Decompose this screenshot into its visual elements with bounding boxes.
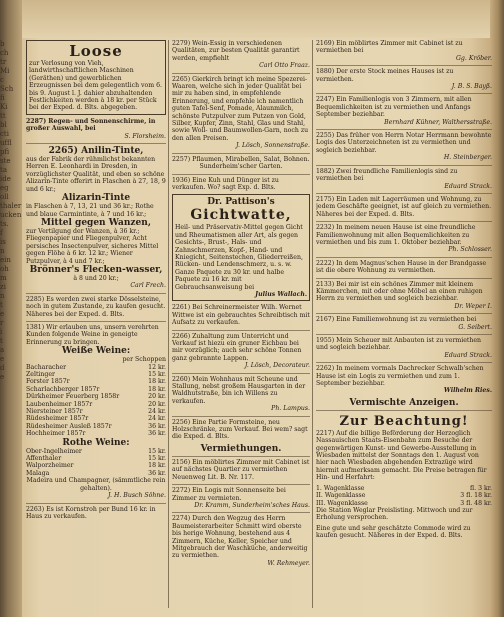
ad-2260-signature: Ph. Lampus. <box>271 405 310 413</box>
left-page-fragment-line: zi <box>0 283 6 291</box>
left-page-fragment-line: ucken <box>0 211 22 219</box>
white-wine-name: Forster 1857r <box>26 378 70 386</box>
white-wine-row <box>26 408 166 415</box>
white-wines-header: per Schoppen <box>122 356 166 364</box>
red-wine-row <box>26 462 166 469</box>
ad-2266-text: 2266) Zuhaltung zum Unterricht und Verkauf ist hiezu ein gruner Eichbau bei mir vorzüglich; auch sehr schöne Tonnen ganz gebrannte Lappen. <box>172 332 302 362</box>
ad-2255 <box>316 132 492 162</box>
ad-2287-text: 2287) Regen- und Sonnenschirme, in großer Auswahl, bei <box>26 117 156 133</box>
page-right-edge <box>490 0 504 617</box>
left-page-fragment-line: d <box>0 364 5 372</box>
ad-2265b <box>172 76 310 150</box>
broenner-text: à 8 und 20 kr.; <box>73 274 119 282</box>
white-wine-price: 12 kr. <box>148 363 166 371</box>
fare-row <box>316 500 492 507</box>
divider <box>316 165 492 166</box>
ad-2272-text: 2272) Ein Logis mit Sonnenseite bei Zimmer zu vermieten. <box>172 487 286 502</box>
red-wine-price: 15 kr. <box>148 455 166 463</box>
loose-text: zur Verlosung von Vieh, landwirthschaftlichen Maschinen (Geräthen) und gewerblichen Erzeugnissen bei dem gelegentlich vom 6. bis 9. August l. J. dahier abzuhaltenden Festlichkeiten werden à 18 kr. per Stück bei der Exped. d. Blts. abgegeben. <box>29 60 162 112</box>
divider <box>172 153 310 154</box>
ad-1880 <box>316 68 492 90</box>
beachtung-title: Zur Beachtung! <box>339 413 469 429</box>
broenner-title: Brönner's Flecken-wasser, <box>29 264 163 275</box>
ad-2167-text: 2167) Eine Familienwohnung ist zu vermiethen bei <box>316 316 477 324</box>
left-page-fragment-line: uffl <box>0 139 12 147</box>
left-page-fragment-line: Ki <box>0 103 8 111</box>
ad-2169 <box>316 40 492 62</box>
divider <box>316 362 492 363</box>
wine-ad <box>26 324 166 500</box>
ad-2274 <box>172 515 310 567</box>
page-top-edge <box>22 0 490 38</box>
white-wine-price: 20 kr. <box>148 393 166 401</box>
white-wine-price: 24 kr. <box>148 408 166 416</box>
ad-2156: 2156) Ein möblirtes Zimmer mit Cabinet ist auf nächstes Quartier zu vermiethen Neuenweg Lit. B. Nr. 117. <box>172 458 310 481</box>
ad-2265b-text: 2265) Gierkirch bringt ich meine Spezerei-Waaren, welche sich in jeder Qualität bei mir zu haben sind, in empfehlende Erinnerung, und empfehle ich namentlich guten Tafel-Senf, Pomade, Alaunmilch, schönste Putzpulver zum Putzen von Gold, Silber, Kupfer, Zinn, Stahl, Glas und Stahl, sowie Woll- und Baumwollen-Garn, noch zu den allen Preisen. <box>172 75 309 142</box>
ad-2167 <box>316 316 492 331</box>
white-wine-row <box>26 364 166 371</box>
white-wine-row <box>26 430 166 437</box>
white-wine-price: 18 kr. <box>148 385 166 393</box>
alizarin-text: in Flaschen à 7, 13, 21 und 36 kr.; Rothe und blaue Carmintinte, à 7 und 16 kr.; <box>26 203 154 218</box>
divider <box>316 193 492 194</box>
ad-1936: 1936) Eine Kuh und Dünger ist zu verkaufen. Wo? sagt Exp. d. Blts. <box>172 176 279 191</box>
pattison-name: Dr. Pattison's <box>207 197 275 208</box>
divider <box>316 278 492 279</box>
fare-list <box>316 485 492 507</box>
red-wine-price: 15 kr. <box>148 447 166 455</box>
wanzen-text: zur Vertilgung der Wanzen, à 36 kr.; Fliegenpapier und Fliegenpulver, Acht persisches Insectenpulver, sicheres Mittel gegen Flöhe à 6 kr. 12 kr.; Wiener Putzpulver, à 4 und 7 kr.; <box>26 227 159 265</box>
white-wine-name: Scharlachberger 1857r <box>26 385 100 393</box>
ad-2279-signature: Carl Otto Fraaz. <box>259 62 310 70</box>
ad-2285: 2285) Es werden zwei starke Dösselsteine, noch in gutem Zustande, zu kaufen gesucht. Näheres bei der Exped. d. Blts. <box>26 295 166 318</box>
column-rule-1 <box>168 40 169 608</box>
left-page-fragment-line: ch <box>0 49 9 57</box>
red-wine-name: Affenthaler <box>26 455 62 463</box>
white-wine-row <box>26 393 166 400</box>
ad-2279-text: 2279) Wein-Essig in verschiedenen Qualitäten, zur besten Qualität garantirt werden, empfiehlt <box>172 40 300 62</box>
white-wine-name: Niersteiner 1857r <box>26 408 83 416</box>
red-wine-price: 18 kr. <box>148 462 166 470</box>
white-wine-price: 15 kr. <box>148 371 166 378</box>
ad-2167-signature: G. Seibert. <box>458 323 492 331</box>
ad-2217-end: Die Station Weglar Preislisting. Mittwoch und zur Erholung versprochen. <box>316 506 473 522</box>
ad-2232 <box>316 224 492 254</box>
divider <box>316 410 492 411</box>
divider <box>172 416 310 417</box>
alizarin-title: Alizarin-Tinte <box>61 193 131 204</box>
ad-2232-text: 2232) In meinem neuen Hause ist eine freundliche Familienwohnung mit allen Bequemlichkeiten zu vermiethen und bis zum 1. Oktober beziehbar. <box>316 224 476 246</box>
ad-2274-signature: W. Rehmeyer. <box>267 559 310 567</box>
ad-1955 <box>316 337 492 359</box>
left-page-fragment <box>0 40 24 608</box>
ad-1882-text: 1882) Zwei freundliche Familienlogis sind zu vermiethen bei <box>316 167 458 183</box>
divider <box>26 503 166 504</box>
ad-2217-text: 2217) Auf die billige Beförderung der Herzoglich Nassauischen Staats-Eisenbahn zum Besuche der gegenwärtigen Kunst- und Gewerbe-Ausstellung in Wiesbaden mittelst der Sonntags den 1. August von hier nach Wiesbaden abgehenden Extrazüge wird hiermit aufmerksam gemacht. Die Preise betragen für Hin- und Herfahrt: <box>316 429 487 482</box>
left-page-fragment-line: m <box>0 274 7 282</box>
divider <box>26 321 166 322</box>
loose-ad <box>26 40 166 115</box>
ad-2265b-signature: J. Lösch, Sonnenstraße. <box>236 142 310 150</box>
ad-2247-signature: Bernhard Kühner, Walthersstraße. <box>384 118 492 126</box>
left-page-fragment-line: f <box>0 229 3 237</box>
divider <box>172 456 310 457</box>
broenner-signature: Carl Frech. <box>130 282 166 290</box>
divider <box>316 257 492 258</box>
column-1 <box>26 40 166 608</box>
divider <box>316 334 492 335</box>
red-wine-row <box>26 455 166 462</box>
left-page-fragment-line: e <box>0 310 5 318</box>
divider <box>316 93 492 94</box>
left-page-fragment-line: thaler <box>0 202 22 210</box>
ad-2261: 2261) Bei Schreinermeister Wilh. Wernet Wittwe ist ein gebrauchtes Schreibtisch mit Aufsatz zu verkaufen. <box>172 304 310 327</box>
ad-2266 <box>172 333 310 370</box>
ad-2262-text: 2262) In meinem vormals Dachrecker Schwalb'schen Hause ist ein Logis zu vermiethen und zum 1. September beziehbar. <box>316 365 484 388</box>
red-wine-name: Walporzheimer <box>26 462 74 470</box>
left-page-fragment-line: ste <box>0 157 11 165</box>
ad-2265-text: aus der Fabrik der rühmlichst bekannten Herren E. Leonhardi in Dresden, in vorzüglichster Qualität, und eben so schöne Alizarin-Tinte offerirt in Flaschen à 27, 18, 9 und 6 kr.; <box>26 156 166 193</box>
white-wine-name: Laubenheimer 1857r <box>26 400 93 408</box>
pattison-price: Ganze Paquete zu 30 kr. und halbe Paquete zu 16 kr. mit Gebrauchsanweisung bei <box>175 268 284 291</box>
white-wine-name: Hochheimer 1857r <box>26 430 86 438</box>
left-page-fragment-line: e <box>0 373 5 381</box>
white-wine-price: 24 kr. <box>148 415 166 423</box>
pattison-ad <box>172 194 310 301</box>
ad-1880-text: 1880) Der erste Stock meines Hauses ist zu vermiethen. <box>316 68 454 83</box>
ad-2272 <box>172 487 310 509</box>
ad-2247 <box>316 96 492 126</box>
ad-2279 <box>172 40 310 70</box>
ad-2265 <box>26 146 166 290</box>
fare-row <box>316 485 492 492</box>
ad-1381-text: 1381) Wir erlauben uns, unsern verehrten Kunden folgende Weine in geneigte Erinnerung zu bringen. <box>26 323 159 346</box>
ad-1955-signature: Eduard Strack. <box>444 351 492 359</box>
ad-2133-text: 2133) Bei mir ist ein schönes Zimmer mit kleinem Kämmerchen, mit oder ohne Möbel an einen ruhigen Herrn zu vermiethen und sogleich beziehbar. <box>316 280 483 303</box>
ad-1955-text: 1955) Mein Scheuer mit Anbauten ist zu vermiethen und sogleich beziehbar. <box>316 337 482 352</box>
left-page-fragment-line: Mi <box>0 67 10 75</box>
fare-price: fl. 3 kr. <box>470 484 492 492</box>
pattison-signature: Julius Wallach. <box>255 290 307 298</box>
red-wine-name: Ober-Ingelheimer <box>26 447 82 455</box>
column-2 <box>172 40 310 608</box>
white-wine-row <box>26 386 166 393</box>
left-page-fragment-line: is <box>0 238 6 246</box>
ad-2262 <box>316 365 492 395</box>
left-page-fragment-line: e <box>0 355 5 363</box>
divider <box>172 512 310 513</box>
divider <box>316 313 492 314</box>
ad-2260-text: 2260) Mein Wohnhaus mit Scheune und Stallung, nebst großem Hausgarten in der Waldhutstraße, bin ich Willens zu verkaufen. <box>172 375 306 405</box>
left-page-fragment-line: tt <box>0 112 6 120</box>
left-page-fragment-line: t <box>0 337 3 345</box>
vermiethungen-heading: Vermiethungen. <box>200 443 282 454</box>
column-rule-2 <box>312 40 313 608</box>
left-page-fragment-line: ein <box>0 256 11 264</box>
left-page-fragment-line: ta <box>0 166 7 174</box>
left-page-fragment-line: n <box>0 247 5 255</box>
white-wine-price: 36 kr. <box>148 422 166 430</box>
divider <box>26 293 166 294</box>
red-wine-list <box>26 448 166 478</box>
ad-2260 <box>172 376 310 413</box>
ad-2257 <box>172 156 310 171</box>
white-wine-list <box>26 364 166 438</box>
white-wine-row <box>26 423 166 430</box>
white-wine-price: 20 kr. <box>148 400 166 408</box>
divider <box>172 330 310 331</box>
pattison-text: Heil- und Präservativ-Mittel gegen Gicht und Rheumatismen aller Art, als gegen Gesichts-, Brust-, Hals- und Zahnschmerzen, Kopf-, Hand- und Kniegicht, Seitenstechen, Gliederreißen, Rücken- und Lendenschmerz, u. s. w. <box>175 224 303 269</box>
fare-name: II. Wagenklasse <box>316 492 366 500</box>
left-page-fragment-line: n <box>0 292 5 300</box>
divider <box>172 73 310 74</box>
ad-2262-signature: Wilhelm Ries. <box>443 387 492 395</box>
madeira-text: Madeira und Champagner, (sämmtliche rein gehalten). <box>26 477 166 492</box>
ad-2287 <box>26 118 166 140</box>
white-wine-name: Bacharacher <box>26 363 67 371</box>
left-page-fragment-line: pfi <box>0 148 10 156</box>
white-wine-row <box>26 415 166 422</box>
left-page-fragment-line: oll <box>0 193 9 201</box>
divider <box>316 129 492 130</box>
ad-2175: 2175) Ein Laden mit Lagerräumen und Wohnung, zu jedem Geschäfte geeignet, ist auf gleich zu vermiethen. Näheres bei der Exped. d. Blts. <box>316 195 492 218</box>
divider <box>172 373 310 374</box>
left-page-fragment-line: bl <box>0 121 7 129</box>
ad-2266-signature: J. Lösch, Decorateur. <box>244 362 310 370</box>
red-wine-price: 36 kr. <box>148 469 166 477</box>
ad-2255-text: 2255) Das früher von Herrn Notar Herrmann bewohnte Logis des Unterzeichneten ist zu vermiethen und sogleich beziehbar. <box>316 132 492 154</box>
left-page-fragment-line: tr <box>0 58 7 66</box>
divider <box>316 65 492 66</box>
fare-row <box>316 492 492 499</box>
ad-1880-signature: J. B. S. Bayß. <box>451 83 492 91</box>
ad-2169-signature: Gg. Kröber. <box>455 54 492 62</box>
left-page-fragment-line: r <box>0 319 4 327</box>
left-page-fragment-line: oh <box>0 265 9 273</box>
white-wine-name: Rüdesheimer 1857r <box>26 415 89 423</box>
fare-price: 3 fl. 48 kr. <box>460 499 492 507</box>
column-3 <box>316 40 492 608</box>
ad-commode: Eine gute und sehr geschätzte Commode wird zu kaufen gesucht. Näheres in der Exped. d. Blts. <box>316 524 471 540</box>
white-wine-name: Zeltinger <box>26 371 55 378</box>
left-page-fragment-line: a <box>0 346 5 354</box>
left-page-fragment-line: Sch <box>0 85 14 93</box>
white-wine-name: Rüdesheimer Ausleß 1857r <box>26 422 112 430</box>
left-page-fragment-line: c <box>0 76 4 84</box>
ad-2257-text: 2257) Pflaumen, Mirabellen, Salat, Bohnen. <box>172 155 310 163</box>
white-wines-title: Weiße Weine: <box>61 346 131 357</box>
white-wine-row <box>26 378 166 385</box>
wine-ad-signature: J. H. Busch Söhne. <box>108 492 166 500</box>
ad-2265-title: 2265) Anilin-Tinte, <box>48 146 144 157</box>
red-wine-name: Malaga <box>26 469 50 477</box>
white-wine-row <box>26 401 166 408</box>
ad-2255-signature: H. Steinberger. <box>443 154 492 162</box>
left-page-fragment-line: eg <box>0 184 9 192</box>
vermischte-anzeigen-heading: Vermischte Anzeigen. <box>349 397 459 408</box>
ad-2287-signature: S. Florsheim. <box>124 132 166 140</box>
ad-2256: 2256) Eine Partie Formsteine, neu Holzschränke, zum Verkauf. Bei wem? sagt die Exped. d. Blts. <box>172 418 308 441</box>
ad-2232-signature: Ph. Schlosser. <box>448 246 492 254</box>
ad-2133 <box>316 281 492 311</box>
divider <box>172 484 310 485</box>
left-page-fragment-line: ts. <box>0 220 9 228</box>
ad-2257-signature: Sunderheim'scher Garten. <box>199 163 283 171</box>
left-page-fragment-line: fi <box>0 94 5 102</box>
white-wine-price: 18 kr. <box>148 378 166 386</box>
ad-2222: 2222) In dem Magnus'schen Hause in der Brandgasse ist die obere Wohnung zu vermiethen. <box>316 259 487 275</box>
ad-1882-signature: Eduard Strack. <box>444 182 492 190</box>
ad-2272-signature: Dr. Kramm, Sunderheim'sches Haus. <box>194 501 310 509</box>
divider <box>316 221 492 222</box>
ad-1882 <box>316 168 492 190</box>
ad-2133-signature: Dr. Weper I. <box>454 302 492 310</box>
loose-title: Loose <box>69 42 123 60</box>
red-wines-title: Rothe Weine: <box>62 437 130 448</box>
fare-name: III. Wagenklasse <box>316 499 368 507</box>
ad-2169-text: 2169) Ein möblirtes Zimmer mit Cabinet ist zu vermiethen bei <box>316 40 463 55</box>
divider <box>172 174 310 175</box>
fare-price: 3 fl. 18 kr. <box>460 492 492 500</box>
fare-name: 1. Wagenklasse <box>316 484 365 492</box>
red-wine-row <box>26 448 166 455</box>
left-page-fragment-line: b <box>0 40 5 48</box>
white-wine-name: Dürkheimer Feuerberg 1858r <box>26 393 120 401</box>
left-page-fragment-line: cti <box>0 130 9 138</box>
ad-2247-text: 2247) Ein Familienlogis von 3 Zimmern, mit allen Bequemlichkeiten ist zu vermiethen und Anfangs September beziehbar. <box>316 96 472 119</box>
pattison-title: Gichtwatte, <box>190 207 292 224</box>
white-wine-price: 36 kr. <box>148 430 166 438</box>
divider <box>26 143 166 144</box>
ad-2263: 2263) Es ist Kornstroh per Bund 16 kr. in Haus zu verkaufen. <box>26 505 156 520</box>
left-page-fragment-line: i <box>0 328 3 336</box>
red-wine-row <box>26 470 166 477</box>
left-page-fragment-line: ide <box>0 175 11 183</box>
white-wine-row <box>26 371 166 378</box>
left-page-fragment-line: t <box>0 301 3 309</box>
wanzen-title: Mittel gegen Wanzen, <box>41 217 151 228</box>
ad-2274-text: 2274) Durch den Wegzug des Herrn Baumeisterarbeiter Schmitt wird oberste bis herige Wohnung, bestehend aus 4 Zimmern, Küche, Keller, Speicher und Mitgebrauch der Waschküche, anderweitig zu vermiethen. <box>172 515 308 560</box>
